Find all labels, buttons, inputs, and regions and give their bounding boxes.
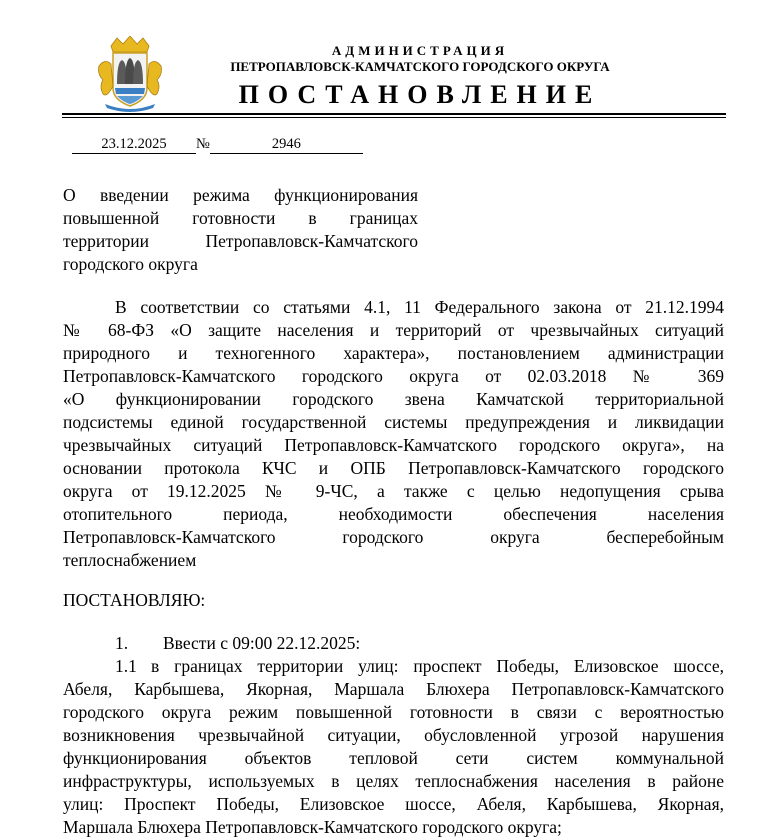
item-1-text: Ввести с 09:00 22.12.2025:: [163, 633, 361, 653]
item-1-line: [63, 632, 724, 655]
item-1: [63, 632, 724, 655]
item-1-1-line: Абеля, Карбышева, Якорная, Маршала Блюхера Петропавловск-Камчатского: [63, 679, 724, 699]
document-subject: [63, 184, 418, 276]
preamble-line: природного и техногенного характера», постановлением администрации: [63, 343, 724, 363]
decree-word: ПОСТАНОВЛЯЮ:: [63, 590, 206, 610]
item-1-1-text: в границах территории улиц: проспект Победы, Елизовское шоссе,: [151, 656, 724, 676]
preamble-line: чрезвычайных ситуаций Петропавловск-Камчатского городского округа», на: [63, 435, 724, 455]
item-1-1-line: инфраструктуры, используемых в целях теплоснабжения населения в районе: [63, 771, 724, 791]
preamble-line: Петропавловск-Камчатского городского округа от 02.03.2018 № 369: [63, 366, 724, 386]
item-1-1-line: функционирования объектов тепловой сети систем коммунальной: [63, 748, 724, 768]
coat-of-arms-icon: [97, 36, 163, 112]
item-1-1-line: возникновения чрезвычайной ситуации, обусловленной угрозой нарушения: [63, 725, 724, 745]
item-1-1-line: улиц: Проспект Победы, Елизовское шоссе, Абеля, Карбышева, Якорная,: [63, 794, 724, 814]
preamble-line: основании протокола КЧС и ОПБ Петропавловск-Камчатского городского: [63, 458, 724, 478]
preamble-line: № 68-ФЗ «О защите населения и территорий от чрезвычайных ситуаций: [63, 320, 724, 340]
item-1-1-number: 1.1: [115, 656, 137, 676]
item-1-1-line: Маршала Блюхера Петропавловск-Камчатского городского округа;: [63, 817, 562, 837]
preamble-line: В соответствии со статьями 4.1, 11 Федерального закона от 21.12.1994: [115, 297, 724, 317]
item-1-1: [63, 655, 724, 839]
document-date: 23.12.2025: [72, 136, 196, 154]
header-rule-thin: [62, 117, 726, 118]
item-1-1-line: городского округа режим повышенной готовности в связи с вероятностью: [63, 702, 724, 722]
preamble-line: отопительного периода, необходимости обеспечения населения: [63, 504, 724, 524]
subject-line: О введении режима функционирования: [63, 185, 418, 205]
item-1-number: 1.: [115, 633, 129, 653]
header-municipality: ПЕТРОПАВЛОВСК-КАМЧАТСКОГО ГОРОДСКОГО ОКРУГА: [230, 59, 610, 74]
subject-line: территории Петропавловск-Камчатского: [63, 231, 418, 251]
subject-line: городского округа: [63, 254, 198, 274]
preamble-line: подсистемы единой государственной системы предупреждения и ликвидации: [63, 412, 724, 432]
preamble-line: теплоснабжением: [63, 550, 197, 570]
document-number: 2946: [210, 136, 363, 154]
preamble-paragraph: [63, 296, 724, 572]
subject-line: повышенной готовности в границах: [63, 208, 418, 228]
date-number-line: [72, 136, 363, 154]
preamble-line: «О функционировании городского звена Камчатской территориальной: [63, 389, 724, 409]
number-sign: №: [196, 136, 210, 152]
preamble-line: Петропавловск-Камчатского городского округа бесперебойным: [63, 527, 724, 547]
header-administration: АДМИНИСТРАЦИЯ: [331, 43, 509, 58]
document-title: ПОСТАНОВЛЕНИЕ: [238, 80, 602, 109]
header-rule-thick: [62, 113, 726, 115]
preamble-line: округа от 19.12.2025 № 9-ЧС, а также с целью недопущения срыва: [63, 481, 724, 501]
item-1-1-first-line: [63, 655, 724, 678]
